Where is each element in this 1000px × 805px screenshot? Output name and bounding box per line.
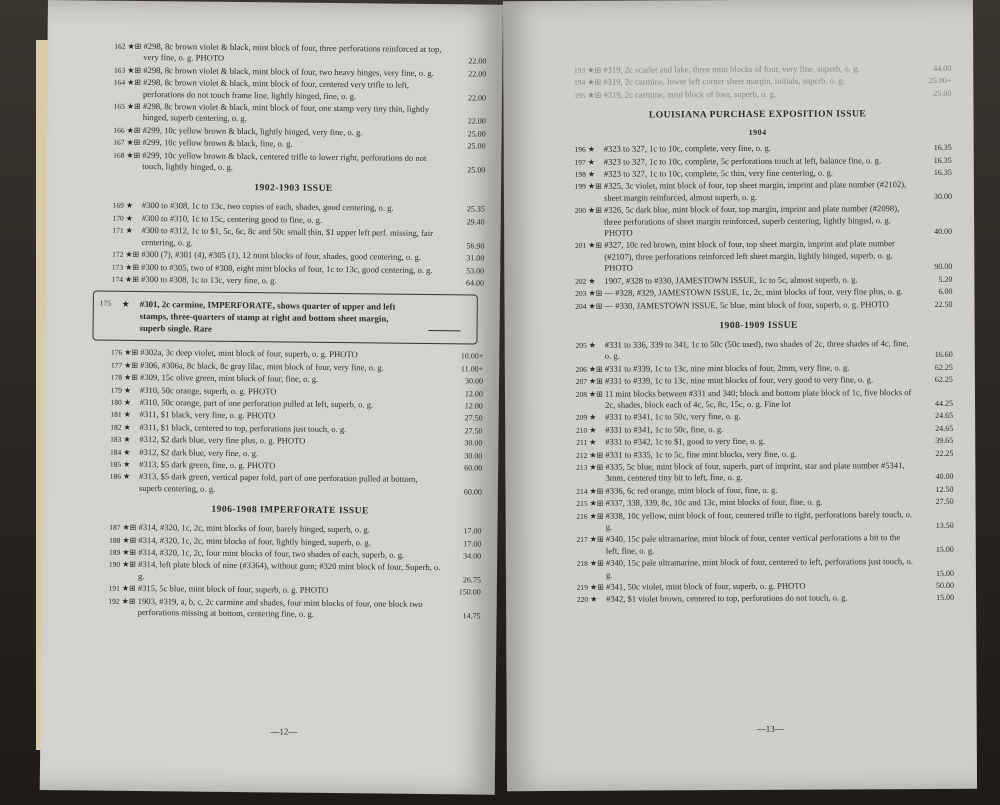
lot-description: #313, $5 dark green, vertical paper fold, part of one perforation pulled at bottom, superb centering, o. g.	[138, 471, 418, 494]
lot-entry	[99, 471, 482, 498]
price-rule	[429, 330, 461, 331]
lot-number: 168	[113, 150, 125, 160]
lot-number: 210	[575, 425, 588, 435]
lot-price: 25.35	[466, 204, 485, 215]
lot-description: #300 to #308, 1c to 13c, two copies of each, shades, good centering, o. g.	[141, 200, 394, 214]
lot-number: 193	[574, 65, 586, 75]
lot-entry	[101, 225, 484, 252]
lot-number: 204	[575, 301, 587, 311]
condition-symbol: ★⊞	[588, 301, 603, 311]
lot-number: 220	[576, 595, 589, 605]
lot-number: 176	[111, 347, 123, 358]
lot-description: #298, 8c brown violet & black, mint block of four, one stamp very tiny thin, lightly hinged, superb centering, o. g.	[142, 101, 430, 124]
condition-symbol: ★	[123, 385, 132, 395]
lot-number: 216	[576, 511, 588, 521]
lot-number: 185	[109, 459, 122, 469]
lot-price: 26.75	[462, 575, 481, 585]
lot-price: 27.50	[935, 497, 954, 507]
section-heading: LOUISIANA PURCHASE EXPOSITION ISSUE	[648, 109, 867, 121]
condition-symbol: ★	[587, 169, 596, 179]
condition-symbol: ★	[125, 213, 133, 223]
lot-entry	[565, 362, 953, 375]
lot-price: 15.00	[935, 544, 954, 554]
lot-price: 30.00	[464, 438, 483, 448]
lot-description: 1907, #328 to #330, JAMESTOWN ISSUE, 1c to 5c, almost superb, o. g.	[604, 274, 858, 286]
lot-number: 190	[108, 560, 121, 570]
lot-list	[99, 347, 484, 498]
condition-symbol: ★⊞	[121, 584, 136, 594]
lot-list	[98, 522, 482, 622]
lot-description: #310, 50c orange, part of one perforation pulled at left, superb, o. g.	[139, 396, 374, 410]
lot-entry	[564, 167, 952, 180]
lot-description: #319, 2c scarlet and lake, three mint blocks of four, very fine, superb, o. g.	[603, 63, 860, 75]
lot-price: 17.00	[463, 526, 482, 536]
lot-number: 195	[574, 90, 586, 100]
lot-price: 17.00	[463, 538, 482, 549]
lot-description: #337, 338, 339, 8c, 10c and 13c, mint blocks of four, fine, o. g.	[605, 496, 823, 508]
lot-price: 34.00	[463, 551, 482, 561]
lot-entry	[98, 595, 481, 622]
lot-number: 187	[109, 522, 121, 532]
lot-number: 177	[110, 360, 123, 370]
lot-price: 22.25	[935, 448, 954, 458]
lot-number: 169	[112, 201, 124, 211]
lot-price: 12.00	[464, 401, 483, 411]
lot-number: 167	[113, 137, 125, 148]
lot-description: #331 to #341, 1c to 50c, fine, o. g.	[605, 423, 724, 435]
lot-price: 90.00	[934, 262, 953, 272]
lot-description: #311, $1 black, centered to top, perforations just touch, o. g.	[139, 421, 347, 434]
lot-description: 1903, #319, a, b, c, 2c carmine and shades, four mint blocks of four, one block two perforations missing at bottom, centering fine, o. g.	[137, 595, 423, 619]
lot-number: 207	[575, 376, 587, 386]
condition-symbol: ★⊞	[125, 262, 140, 272]
lot-number: 175	[99, 298, 112, 308]
lot-price: 53.00	[466, 265, 485, 276]
lot-price: 29.40	[466, 217, 485, 227]
lot-price: 44.25	[935, 398, 954, 408]
lot-description: #342, $1 violet brown, centered to top, perforations do not touch, o. g.	[606, 592, 848, 605]
lot-price: 24.65	[935, 411, 954, 421]
condition-symbol: ★	[589, 437, 597, 447]
lot-description: #340, 15c pale ultramarine, mint block of four, center vertical perforations a bit to the left, fine, o. g.	[605, 532, 901, 556]
lot-entry	[566, 580, 954, 593]
condition-symbol: ★	[589, 413, 597, 423]
lot-list	[565, 338, 954, 606]
lot-description: #298, 8c brown violet & black, mint block of four, two heavy hinges, very fine, o. g.	[143, 64, 434, 78]
lot-number: 173	[111, 262, 124, 272]
lot-number: 181	[110, 410, 122, 420]
condition-symbol: ★⊞	[121, 596, 136, 606]
section-heading: 1906-1908 IMPERFORATE ISSUE	[211, 504, 369, 517]
lot-entry	[563, 75, 951, 88]
lot-number: 214	[576, 486, 588, 496]
lot-entry	[565, 435, 953, 448]
lot-entry	[98, 559, 481, 586]
condition-symbol: ★	[121, 299, 130, 310]
lot-entry	[565, 423, 953, 436]
lot-number: 189	[108, 547, 121, 557]
lot-entry	[564, 155, 952, 168]
lot-number: 202	[575, 276, 587, 286]
lot-number: 196	[574, 145, 586, 155]
lot-description: #300 to #310, 1c to 15c, centering good to fine, o. g.	[141, 212, 323, 225]
lot-entry	[566, 496, 954, 509]
lot-description: #326, 5c dark blue, mint block of four, top margin, imprint and plate number (#2098), three perforations of sheet margin reinforced, superb centering, lightly hinged, o. g. PHOTO	[604, 203, 900, 238]
lot-number: 186	[109, 472, 122, 482]
lot-description: #315, 5c blue, mint block of four, superb, o. g. PHOTO	[137, 583, 329, 596]
condition-symbol: ★⊞	[589, 450, 604, 460]
condition-symbol: ★⊞	[589, 511, 604, 521]
condition-symbol: ★	[123, 422, 131, 432]
lot-number: 201	[574, 241, 587, 251]
lot-price: 12.00	[464, 388, 483, 399]
lot-number: 192	[108, 596, 120, 606]
condition-symbol: ★	[123, 434, 131, 445]
lot-description: #323 to 327, 1c to 10c, complete, very fine, o. g.	[603, 143, 771, 154]
lot-number: 174	[111, 274, 124, 284]
condition-symbol: ★⊞	[588, 389, 603, 399]
lot-description: #335, 5c blue, mint block of four, superb, part of imprint, star and plate number #5341, 3mm, centered tiny bit to left, fine, o. g.	[605, 460, 905, 484]
lot-description: #309, 15c olive green, mint block of four, fine, o. g.	[140, 372, 319, 384]
lot-description: #338, 10c yellow, mint block of four, centered trifle to right, perforations barely touch, o. g.	[605, 508, 913, 532]
lot-number: 188	[109, 535, 121, 545]
lot-price: 12.50	[935, 484, 954, 494]
lot-description: #314, #320, 1c, 2c, four mint blocks of four, two shades of each, superb, o. g.	[138, 546, 405, 560]
lot-price: 60.00	[464, 463, 483, 473]
lot-entry	[564, 179, 952, 204]
lot-price: 15.00	[936, 593, 955, 603]
lot-description: #312, $2 dark blue, very fine, o. g.	[139, 446, 259, 458]
lot-description: #327, 10c red brown, mint block of four, top sheet margin, imprint and plate number (#2107), three perforations reinforced left sheet margin, lightly hinged, superb, o. g. PHOTO	[604, 238, 895, 273]
lot-entry	[565, 374, 953, 387]
lot-price: 56.90	[466, 241, 485, 251]
lot-list	[102, 41, 486, 176]
lot-description: #319, 2c carmine, lower left corner sheet margin, initials, superb, o. g.	[603, 75, 845, 88]
lot-entry	[564, 142, 952, 155]
condition-symbol: ★	[588, 276, 596, 286]
lot-price: 40.00	[935, 472, 954, 482]
condition-symbol: ★⊞	[127, 41, 142, 51]
lot-number: 166	[113, 125, 125, 135]
condition-symbol: ★⊞	[589, 486, 604, 496]
lot-number: 211	[576, 437, 588, 448]
lot-entry	[103, 101, 486, 128]
condition-symbol: ★	[125, 226, 133, 236]
condition-symbol: ★⊞	[588, 288, 603, 298]
condition-symbol: ★⊞	[588, 241, 603, 251]
lot-description: #300 to #308, 1c to 13c, very fine, o. g.	[141, 273, 277, 286]
lot-description: #298, 8c brown violet & black, mint block of four, centered very trifle to left, perforations do not touch frame line, lightly hinged, fine, o. g.	[142, 77, 410, 101]
lot-entry	[564, 238, 952, 274]
lot-price: 5.20	[938, 274, 953, 284]
lot-description: #299, 10c yellow brown & black, fine, o. g.	[142, 137, 293, 149]
lot-description: #301, 2c carmine, IMPERFORATE, shows quarter of upper and left stamps, three-quarters of stamp at right and bottom sheet margin, superb single. Rare	[139, 299, 396, 335]
condition-symbol: ★⊞	[126, 125, 141, 135]
lot-description: #314, left plate block of nine (#3364), without gum; #320 mint block of four, Superb, o. g.	[137, 559, 441, 581]
lot-description: #299, 10c yellow brown & black, centered trifle to lower right, perforations do not touch, lightly hinged, o. g.	[142, 149, 427, 173]
condition-symbol: ★	[123, 447, 131, 457]
lot-number: 206	[575, 364, 587, 374]
lot-description: #323 to 327, 1c to 10c, complete, 5c thin, very fine centering, o. g.	[603, 167, 833, 179]
lot-description: #302a, 3c deep violet, mint block of four, superb, o. g. PHOTO	[140, 347, 358, 360]
lot-price: 6.00	[938, 286, 953, 297]
lot-number: 184	[109, 447, 122, 457]
condition-symbol: ★	[122, 472, 131, 482]
lot-price: 40.00	[934, 226, 953, 237]
lot-description: #311, $1 black, very fine, o. g. PHOTO	[139, 409, 276, 421]
lot-price: 15.00	[935, 568, 954, 578]
condition-symbol: ★⊞	[589, 558, 604, 569]
condition-symbol: ★⊞	[589, 535, 604, 545]
lot-description: #340, 15c pale ultramarine, mint block of four, centered to left, perforations just touch, o. g.	[605, 556, 913, 580]
lot-entry	[566, 532, 954, 557]
lot-price: 27.50	[464, 413, 483, 423]
lot-number: 219	[576, 582, 589, 592]
lot-description: — #330, JAMESTOWN ISSUE, 5c blue, mint block of four, superb, o. g. PHOTO	[604, 298, 889, 311]
lot-description: #313, $5 dark green, fine, o. g. PHOTO	[139, 458, 276, 471]
lot-description: #300 (7), #301 (4), #305 (1), 12 mint blocks of four, shades, good centering, o. g.	[141, 249, 422, 263]
lot-list	[101, 200, 485, 289]
condition-symbol: ★⊞	[124, 372, 138, 383]
lot-price: 24.65	[935, 423, 954, 433]
lot-number: 179	[110, 385, 122, 395]
lot-entry	[563, 63, 951, 76]
condition-symbol: ★⊞	[127, 65, 142, 75]
condition-symbol: ★⊞	[122, 547, 137, 557]
lot-description: #341, 50c violet, mint block of four, superb, o. g. PHOTO	[605, 580, 806, 592]
lot-number: 178	[110, 372, 123, 382]
lot-entry	[564, 274, 952, 287]
lot-price: 10.00+	[460, 351, 484, 361]
lot-number: 182	[110, 422, 122, 432]
condition-symbol: ★⊞	[588, 376, 603, 386]
left-page	[40, 0, 503, 795]
condition-symbol: ★⊞	[126, 101, 141, 112]
lot-price: 22.00	[468, 56, 487, 66]
lot-description: #310, 50c orange, superb, o. g. PHOTO	[139, 384, 277, 396]
lot-number: 191	[108, 583, 120, 594]
lot-entry	[565, 447, 953, 460]
lot-entry	[564, 286, 952, 299]
section-heading: 1908-1909 ISSUE	[719, 320, 798, 332]
lot-description: #331 to #342, 1c to $1, good to very fine, o. g.	[605, 436, 766, 447]
lot-price: 25.00	[933, 88, 952, 98]
lot-description: #331 to #335, 1c to 5c, fine mint blocks, very fine, o. g.	[605, 448, 797, 460]
lot-price: 44.00	[933, 63, 952, 73]
lot-number: 162	[114, 41, 126, 51]
featured-lot	[92, 291, 478, 345]
lot-price: 25.00	[467, 165, 486, 175]
lot-number: 171	[112, 225, 124, 236]
lot-price: 16.60	[934, 350, 953, 360]
condition-symbol: ★⊞	[587, 65, 602, 75]
lot-price: 16.35	[933, 167, 952, 178]
lot-description: #314, #320, 1c, 2c, mint blocks of four, barely hinged, superb, o. g.	[138, 522, 370, 535]
lot-number: 172	[112, 249, 124, 259]
lot-price: 64.00	[466, 278, 485, 288]
condition-symbol: ★⊞	[589, 582, 604, 592]
condition-symbol: ★⊞	[127, 78, 142, 88]
condition-symbol: ★⊞	[587, 78, 602, 88]
lot-description: #312, $2 dark blue, very fine plus, o. g. PHOTO	[139, 434, 306, 446]
condition-symbol: ★⊞	[589, 462, 604, 472]
lot-number: 217	[576, 535, 588, 545]
lot-number: 194	[574, 78, 586, 88]
lot-entry	[102, 149, 485, 176]
condition-symbol: ★⊞	[125, 274, 140, 284]
lot-entry	[565, 410, 953, 423]
condition-symbol: ★⊞	[587, 182, 602, 192]
lot-price: 25.00+	[928, 76, 952, 86]
condition-symbol: ★⊞	[122, 535, 137, 545]
lot-list	[563, 63, 951, 101]
lot-entry	[565, 460, 953, 485]
lot-description: #306, #306a, 8c black, 8c gray lilac, mint block of four, very fine, o. g.	[140, 359, 384, 373]
lot-number: 165	[113, 101, 125, 111]
condition-symbol: ★⊞	[124, 348, 139, 358]
lot-number: 199	[574, 182, 586, 192]
lot-description: #300 to #312, 1c to $1, 5c, 6c, 8c and 50c small thin, $1 upper left perf. missing, fair centering, o. g.	[141, 225, 434, 248]
condition-symbol: ★	[588, 340, 596, 350]
condition-symbol: ★	[125, 201, 134, 211]
condition-symbol: ★	[587, 157, 595, 167]
lot-number: 198	[574, 169, 586, 179]
lot-entry	[565, 338, 953, 363]
lot-description: #336, 6c red orange, mint block of four, fine, o. g.	[605, 484, 778, 496]
lot-description: #323 to 327, 1c to 10c, complete, 5c perforations touch at left, balance fine, o. g.	[603, 154, 882, 167]
lot-entry	[566, 592, 954, 605]
condition-symbol: ★⊞	[587, 90, 602, 100]
condition-symbol: ★⊞	[126, 150, 141, 160]
lot-price: 25.00	[467, 129, 486, 139]
condition-symbol: ★	[123, 397, 132, 407]
lot-price: 50.00	[935, 580, 955, 591]
lot-entry	[566, 508, 954, 533]
lot-price: 60.00	[463, 487, 482, 497]
lot-number: 200	[574, 206, 587, 216]
lot-price: 25.00	[467, 141, 486, 151]
lot-number: 208	[575, 389, 588, 399]
lot-entry	[565, 298, 953, 311]
lot-number: 205	[575, 340, 587, 350]
lot-number: 164	[113, 77, 126, 88]
lot-price: 13.50	[935, 520, 954, 530]
lot-description: #331 to #339, 1c to 13c, nine mint blocks of four, 2mm, very fine, o. g.	[604, 362, 850, 374]
lot-price: 62.25	[934, 375, 953, 385]
lot-number: 215	[576, 498, 588, 509]
page-number: —12—	[270, 726, 298, 737]
lot-price: 22.00	[467, 93, 487, 103]
condition-symbol: ★⊞	[588, 205, 602, 216]
lot-description: #314, #320, 1c, 2c, mint blocks of four, lightly hinged, superb, o. g.	[138, 534, 371, 548]
lot-number: 213	[576, 462, 588, 472]
lot-price: 16.35	[933, 143, 952, 153]
lot-number: 197	[574, 157, 586, 167]
lot-entry	[565, 484, 953, 497]
condition-symbol: ★⊞	[126, 138, 141, 148]
lot-description: #331 to 336, 339 to 341, 1c to 50c (50c used), two shades of 2c, three shades of 4c, fine, o. g.	[604, 338, 909, 362]
lot-price: 30.00	[933, 191, 952, 201]
condition-symbol: ★	[123, 410, 131, 420]
lot-entry	[103, 77, 486, 104]
lot-description: #299, 10c yellow brown & black, lightly hinged, very fine, o. g.	[142, 124, 363, 138]
condition-symbol: ★⊞	[588, 364, 603, 374]
page-number: —13—	[756, 723, 784, 734]
right-page	[503, 0, 977, 791]
lot-price: 22.50	[934, 299, 953, 309]
condition-symbol: ★	[590, 595, 598, 605]
lot-entry	[566, 556, 954, 581]
condition-symbol: ★	[587, 144, 595, 155]
lot-number: 163	[113, 65, 126, 75]
lot-list	[564, 142, 953, 312]
lot-price: 14.75	[462, 611, 481, 621]
lot-price: 16.35	[933, 155, 952, 165]
lot-description: #331 to #341, 1c to 50c, very fine, o. g.	[605, 411, 741, 423]
lot-price: 150.00	[458, 587, 481, 597]
condition-symbol: ★⊞	[125, 249, 140, 260]
section-heading: 1902-1903 ISSUE	[254, 183, 333, 195]
lot-price: 62.25	[934, 362, 953, 372]
lot-price: 27.50	[464, 426, 483, 436]
lot-price: 22.00	[468, 69, 487, 79]
lot-number: 212	[576, 450, 588, 460]
lot-entry	[563, 88, 951, 101]
lot-number: 218	[576, 559, 588, 569]
lot-description: 11 mint blocks between #331 and 340; block and bottom plate block of 1c, five blocks of 2c, shades, block each of 4c, 5c, 8c, 15c, o. g. Fine lot	[604, 386, 912, 410]
condition-symbol: ★⊞	[589, 498, 604, 508]
lot-description: #319, 2c carmine, mint block of four, superb, o. g.	[603, 88, 777, 100]
lot-number: 203	[575, 288, 587, 298]
condition-symbol: ★	[589, 425, 597, 435]
section-subheading: 1904	[748, 128, 767, 138]
lot-description: #298, 8c brown violet & black, mint block of four, three perforations reinforced at top, very fine, o. g. PHOTO	[143, 41, 442, 64]
lot-description: — #328, #329, JAMESTOWN ISSUE, 1c, 2c, mint blocks of four, very fine plus, o. g.	[604, 286, 903, 298]
condition-symbol: ★	[123, 459, 131, 469]
lot-number: 183	[110, 434, 122, 444]
lot-description: #325, 3c violet, mint block of four, top sheet margin, imprint and plate number (#2102), sheet margin reinforced, almost superb, o. g.	[603, 179, 907, 203]
lot-entry	[103, 41, 486, 68]
lot-price: 22.00	[467, 116, 486, 127]
condition-symbol: ★⊞	[122, 560, 137, 570]
lot-price: 11.00+	[460, 364, 484, 374]
condition-symbol: ★⊞	[122, 522, 137, 533]
lot-price: 30.00	[464, 376, 484, 386]
condition-symbol: ★⊞	[124, 360, 139, 370]
lot-price: 30.00	[464, 450, 483, 461]
lot-number: 170	[112, 213, 124, 223]
lot-price: 39.65	[935, 436, 954, 446]
lot-entry	[564, 203, 952, 239]
lot-number: 180	[110, 397, 122, 407]
lot-number: 209	[575, 413, 588, 423]
lot-description: #300 to #305, two of #308, eight mint blocks of four, 1c to 13c, good centering, o. g.	[141, 261, 433, 275]
lot-price: 31.00	[466, 253, 485, 263]
lot-entry	[565, 386, 953, 411]
lot-description: #331 to #339, 1c to 13c, nine mint blocks of four, very good to very fine, o. g.	[604, 374, 874, 386]
